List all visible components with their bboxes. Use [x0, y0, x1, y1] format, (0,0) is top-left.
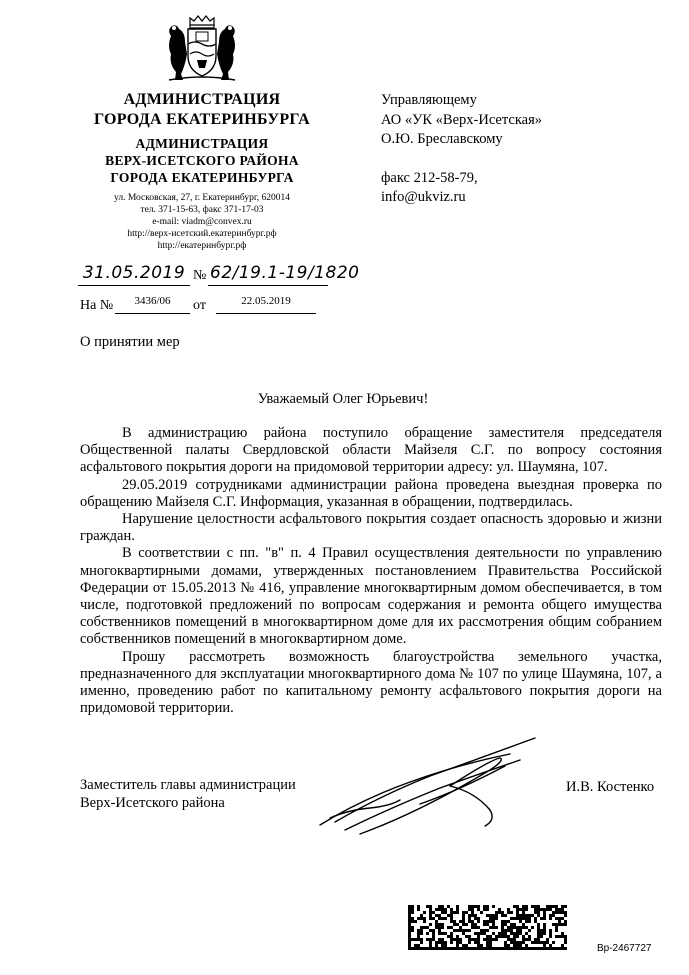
paragraph-3: Нарушение целостности асфальтового покрытия создает опасность здоровью и жизни граждан.: [80, 511, 662, 545]
org-title: [78, 90, 326, 130]
outgoing-date-line: [78, 285, 190, 286]
org-title-line2: ГОРОДА ЕКАТЕРИНБУРГА: [93, 111, 311, 128]
signer-name: И.В. Костенко: [566, 779, 655, 795]
org-subtitle: [78, 135, 326, 186]
outgoing-number-prefix: №: [193, 268, 207, 283]
recipient-block: [381, 91, 671, 208]
ref-number-line: [115, 313, 190, 314]
signer-position-line2: Верх-Исетского района: [80, 795, 225, 811]
barcode-icon: [408, 905, 568, 952]
handwritten-signature: [300, 730, 550, 840]
ref-date-line: [216, 313, 316, 314]
paragraph-2: 29.05.2019 сотрудниками администрации района проведена выездная проверка по обращению Майзеля С.Г. Информация, указанная в обращении, подтвердилась.: [80, 476, 662, 510]
org-subtitle-line1: АДМИНИСТРАЦИЯ: [135, 136, 269, 151]
signer-position-line1: Заместитель главы администрации: [80, 777, 296, 793]
org-email: e-mail: viadm@convex.ru: [152, 217, 252, 227]
coat-of-arms-icon: [163, 14, 241, 84]
barcode-id: Вр-2467727: [597, 943, 652, 954]
org-phone: тел. 371-15-63, факс 371-17-03: [140, 205, 264, 215]
org-site-2: http://екатеринбург.рф: [157, 241, 247, 251]
recipient-name: О.Ю. Бреславскому: [381, 131, 503, 147]
recipient-fax: факс 212-58-79,: [381, 169, 478, 186]
paragraph-4: В соответствии с пп. "в" п. 4 Правил осуществления деятельности по управлению многоквартирными домами, утвержденных постановлением Правительства Российской Федерации от 15.05.2013 № 416, управление многоквартирным домом обеспечивается, в том числе, подготовкой предложений по вопросам содержания и ремонта общего имущества собственников помещений в многоквартирном доме для их рассмотрения общим собранием собственников помещений в многоквартирном доме.: [80, 545, 662, 648]
recipient-company: АО «УК «Верх-Исетская»: [381, 111, 542, 128]
salutation: Уважаемый Олег Юрьевич!: [257, 391, 429, 407]
ref-number: 3436/06: [134, 295, 171, 307]
org-address: ул. Московская, 27, г. Екатеринбург, 620014: [114, 193, 290, 203]
recipient-position: Управляющему: [381, 92, 477, 108]
org-subtitle-line3: ГОРОДА ЕКАТЕРИНБУРГА: [110, 170, 294, 185]
org-subtitle-line2: ВЕРХ-ИСЕТСКОГО РАЙОНА: [105, 153, 299, 168]
recipient-email: info@ukviz.ru: [381, 189, 466, 205]
letter-subject: О принятии мер: [80, 334, 180, 350]
paragraph-5: Прошу рассмотреть возможность благоустройства земельного участка, предназначенного для эксплуатации многоквартирного дома № 107 по улице Шаумяна, 107, а именно, проведению работ по капитальному ремонту асфальтового покрытия дороги на придомовой территории.: [80, 648, 662, 717]
paragraph-1: В администрацию района поступило обращение заместителя председателя Общественной палаты Свердловской области Майзеля С.Г. по вопросу состояния асфальтового покрытия дороги на придомовой территории адресу: ул. Шаумяна, 107.: [80, 425, 662, 476]
outgoing-number-line: [208, 285, 328, 286]
outgoing-date: 31.05.2019: [82, 263, 186, 283]
org-site-1: http://верх-исетский.екатеринбург.рф: [127, 229, 277, 239]
ref-from-label: от: [193, 298, 206, 313]
outgoing-number: 62/19.1-19/1820: [210, 263, 360, 283]
ref-label: На №: [80, 298, 114, 313]
letter-body: [80, 425, 662, 717]
org-contacts: [78, 192, 326, 252]
org-title-line1: АДМИНИСТРАЦИЯ: [123, 91, 281, 108]
ref-date: 22.05.2019: [241, 295, 291, 307]
